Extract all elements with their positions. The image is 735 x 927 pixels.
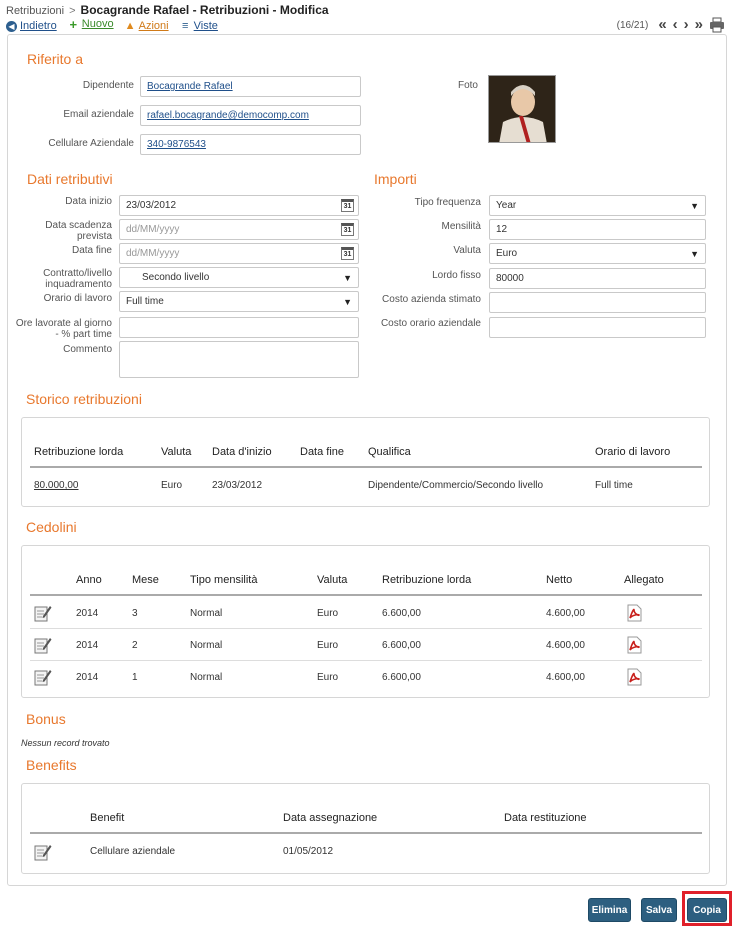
column-header: Benefit: [90, 812, 125, 824]
new-link[interactable]: Nuovo: [81, 18, 114, 30]
column-header: Netto: [546, 574, 573, 586]
back-action[interactable]: [6, 20, 57, 32]
cell-benefit: Cellulare aziendale: [90, 846, 176, 857]
data-fine-input[interactable]: [119, 243, 359, 264]
cellulare-link[interactable]: 340-9876543: [147, 139, 206, 150]
section-title-bonus: Bonus: [26, 711, 66, 727]
mensilita-value: 12: [496, 224, 508, 235]
cell-data-inizio: 23/03/2012: [212, 480, 263, 491]
chevron-down-icon: ▼: [690, 201, 699, 211]
header-divider: [30, 594, 702, 596]
chevron-down-icon: ▼: [690, 249, 699, 259]
cell-valuta: Euro: [161, 480, 183, 491]
edit-icon[interactable]: [34, 604, 52, 622]
data-fine-label: Data fine: [71, 245, 112, 256]
pdf-icon[interactable]: [626, 636, 642, 654]
cell-netto: 4.600,00: [546, 672, 585, 683]
lordo-fisso-input[interactable]: [489, 268, 706, 289]
ore-lavorate-label: Ore lavorate al giorno - % part time: [15, 318, 112, 340]
cell-tipo: Normal: [190, 640, 223, 651]
page-title: Bocagrande Rafael - Retribuzioni - Modifica: [80, 3, 329, 17]
last-record-icon[interactable]: »: [694, 16, 703, 33]
prev-record-icon[interactable]: ‹: [672, 16, 678, 33]
cell-netto: 4.600,00: [546, 640, 585, 651]
print-icon[interactable]: [709, 17, 725, 33]
employee-photo[interactable]: [488, 75, 556, 143]
cell-orario: Full time: [595, 480, 633, 491]
column-header: Mese: [132, 574, 159, 586]
orario-select[interactable]: [119, 291, 359, 312]
commento-textarea[interactable]: [119, 341, 359, 378]
section-title-cedolini: Cedolini: [26, 519, 77, 535]
email-link[interactable]: rafael.bocagrande@democomp.com: [147, 110, 309, 121]
pdf-icon[interactable]: [626, 668, 642, 686]
breadcrumb-root[interactable]: Retribuzioni: [6, 5, 65, 17]
save-button[interactable]: Salva: [641, 898, 677, 922]
column-header: Qualifica: [368, 446, 411, 458]
data-inizio-label: Data inizio: [65, 196, 112, 207]
chevron-down-icon: ▼: [343, 273, 352, 283]
data-inizio-input[interactable]: [119, 195, 359, 216]
cedolini-table: [21, 545, 710, 698]
orario-value: Full time: [126, 296, 164, 307]
section-title-benefits: Benefits: [26, 757, 77, 773]
column-header: Tipo mensilità: [190, 574, 258, 586]
email-label: Email aziendale: [63, 109, 134, 120]
mensilita-input[interactable]: [489, 219, 706, 240]
costo-stimato-input[interactable]: [489, 292, 706, 313]
cell-valuta: Euro: [317, 608, 339, 619]
costo-orario-input[interactable]: [489, 317, 706, 338]
cell-anno: 2014: [76, 640, 99, 651]
contratto-value: Secondo livello: [142, 272, 210, 283]
chevron-down-icon: ▼: [343, 297, 352, 307]
cell-anno: 2014: [76, 608, 99, 619]
email-field[interactable]: [140, 105, 361, 126]
data-scadenza-label: Data scadenza prevista: [45, 220, 112, 242]
section-title-dati: Dati retributivi: [27, 171, 113, 187]
cell-qualifica: Dipendente/Commercio/Secondo livello: [368, 480, 544, 491]
cell-anno: 2014: [76, 672, 99, 683]
column-header: Data fine: [300, 446, 345, 458]
contratto-select[interactable]: [119, 267, 359, 288]
tipo-frequenza-select[interactable]: [489, 195, 706, 216]
valuta-select[interactable]: [489, 243, 706, 264]
calendar-icon[interactable]: 31: [341, 199, 354, 212]
retribuzione-link[interactable]: 80.000,00: [34, 480, 79, 491]
section-title-storico: Storico retribuzioni: [26, 391, 142, 407]
data-inizio-value: 23/03/2012: [126, 200, 177, 211]
cell-lorda: 6.600,00: [382, 672, 421, 683]
cell-tipo: Normal: [190, 608, 223, 619]
column-header: Anno: [76, 574, 102, 586]
edit-icon[interactable]: [34, 636, 52, 654]
new-action[interactable]: [68, 18, 114, 30]
row-divider: [30, 660, 702, 661]
tipo-frequenza-value: Year: [496, 200, 517, 211]
bonus-empty-message: Nessun record trovato: [21, 738, 110, 748]
record-form-panel: [7, 34, 727, 886]
record-counter: (16/21): [616, 19, 649, 31]
cell-valuta: Euro: [317, 672, 339, 683]
breadcrumb: [6, 3, 725, 17]
column-header: Valuta: [317, 574, 348, 586]
breadcrumb-separator: >: [69, 5, 76, 17]
cell-mese: 2: [132, 640, 138, 651]
foto-label: Foto: [457, 80, 478, 91]
views-menu[interactable]: [180, 20, 218, 32]
record-pager: [617, 17, 725, 33]
valuta-label: Valuta: [453, 245, 481, 256]
contratto-label: Contratto/livello inquadramento: [43, 268, 112, 290]
data-fine-placeholder: dd/MM/yyyy: [126, 248, 180, 259]
tipo-frequenza-label: Tipo frequenza: [414, 197, 481, 208]
column-header: Valuta: [161, 446, 192, 458]
costo-orario-label: Costo orario aziendale: [380, 318, 481, 329]
actions-link[interactable]: Azioni: [138, 20, 169, 32]
row-divider: [30, 628, 702, 629]
cellulare-field[interactable]: [140, 134, 361, 155]
cell-netto: 4.600,00: [546, 608, 585, 619]
valuta-value: Euro: [496, 248, 518, 259]
column-header: Allegato: [624, 574, 664, 586]
header-divider: [30, 466, 702, 468]
edit-icon[interactable]: [34, 843, 52, 861]
cell-lorda: 6.600,00: [382, 640, 421, 651]
section-title-riferito: Riferito a: [27, 51, 84, 67]
mensilita-label: Mensilità: [441, 221, 481, 232]
first-record-icon[interactable]: «: [658, 16, 667, 33]
column-header: Retribuzione lorda: [382, 574, 472, 586]
back-link[interactable]: Indietro: [20, 20, 57, 32]
header-divider: [30, 832, 702, 834]
plus-icon: +: [69, 16, 78, 32]
copy-button[interactable]: Copia: [687, 898, 727, 922]
dipendente-link[interactable]: Bocagrande Rafael: [147, 81, 233, 92]
page-header: [6, 3, 725, 33]
calendar-icon[interactable]: 31: [341, 223, 354, 236]
edit-icon[interactable]: [34, 668, 52, 686]
cell-lorda: 6.600,00: [382, 608, 421, 619]
orario-label: Orario di lavoro: [43, 293, 112, 304]
back-arrow-icon: ◀: [6, 21, 17, 32]
commento-label: Commento: [63, 344, 112, 355]
column-header: Data d'inizio: [212, 446, 272, 458]
benefits-table: [21, 783, 710, 874]
pdf-icon[interactable]: [626, 604, 642, 622]
section-title-importi: Importi: [374, 171, 417, 187]
views-link[interactable]: Viste: [193, 20, 218, 32]
column-header: Retribuzione lorda: [34, 446, 124, 458]
storico-table: [21, 417, 710, 507]
cell-valuta: Euro: [317, 640, 339, 651]
column-header: Data assegnazione: [283, 812, 378, 824]
column-header: Data restituzione: [504, 812, 587, 824]
column-header: Orario di lavoro: [595, 446, 671, 458]
cell-data-assegnazione: 01/05/2012: [283, 846, 334, 857]
next-record-icon[interactable]: ›: [683, 16, 689, 33]
delete-button[interactable]: Elimina: [588, 898, 631, 922]
cell-mese: 1: [132, 672, 138, 683]
cell-tipo: Normal: [190, 672, 223, 683]
list-icon: ≡: [181, 19, 189, 32]
ore-lavorate-input[interactable]: [119, 317, 359, 338]
calendar-icon[interactable]: 31: [341, 247, 354, 260]
action-bar: [6, 18, 226, 32]
data-scadenza-input[interactable]: [119, 219, 359, 240]
data-scadenza-placeholder: dd/MM/yyyy: [126, 224, 180, 235]
lordo-fisso-label: Lordo fisso: [432, 270, 481, 281]
dipendente-label: Dipendente: [82, 80, 134, 91]
cell-mese: 3: [132, 608, 138, 619]
cellulare-label: Cellulare Aziendale: [48, 138, 134, 149]
warning-icon: ▲: [124, 19, 136, 32]
lordo-fisso-value: 80000: [496, 273, 524, 284]
dipendente-field[interactable]: [140, 76, 361, 97]
actions-menu[interactable]: [125, 20, 169, 32]
costo-stimato-label: Costo azienda stimato: [382, 294, 481, 305]
